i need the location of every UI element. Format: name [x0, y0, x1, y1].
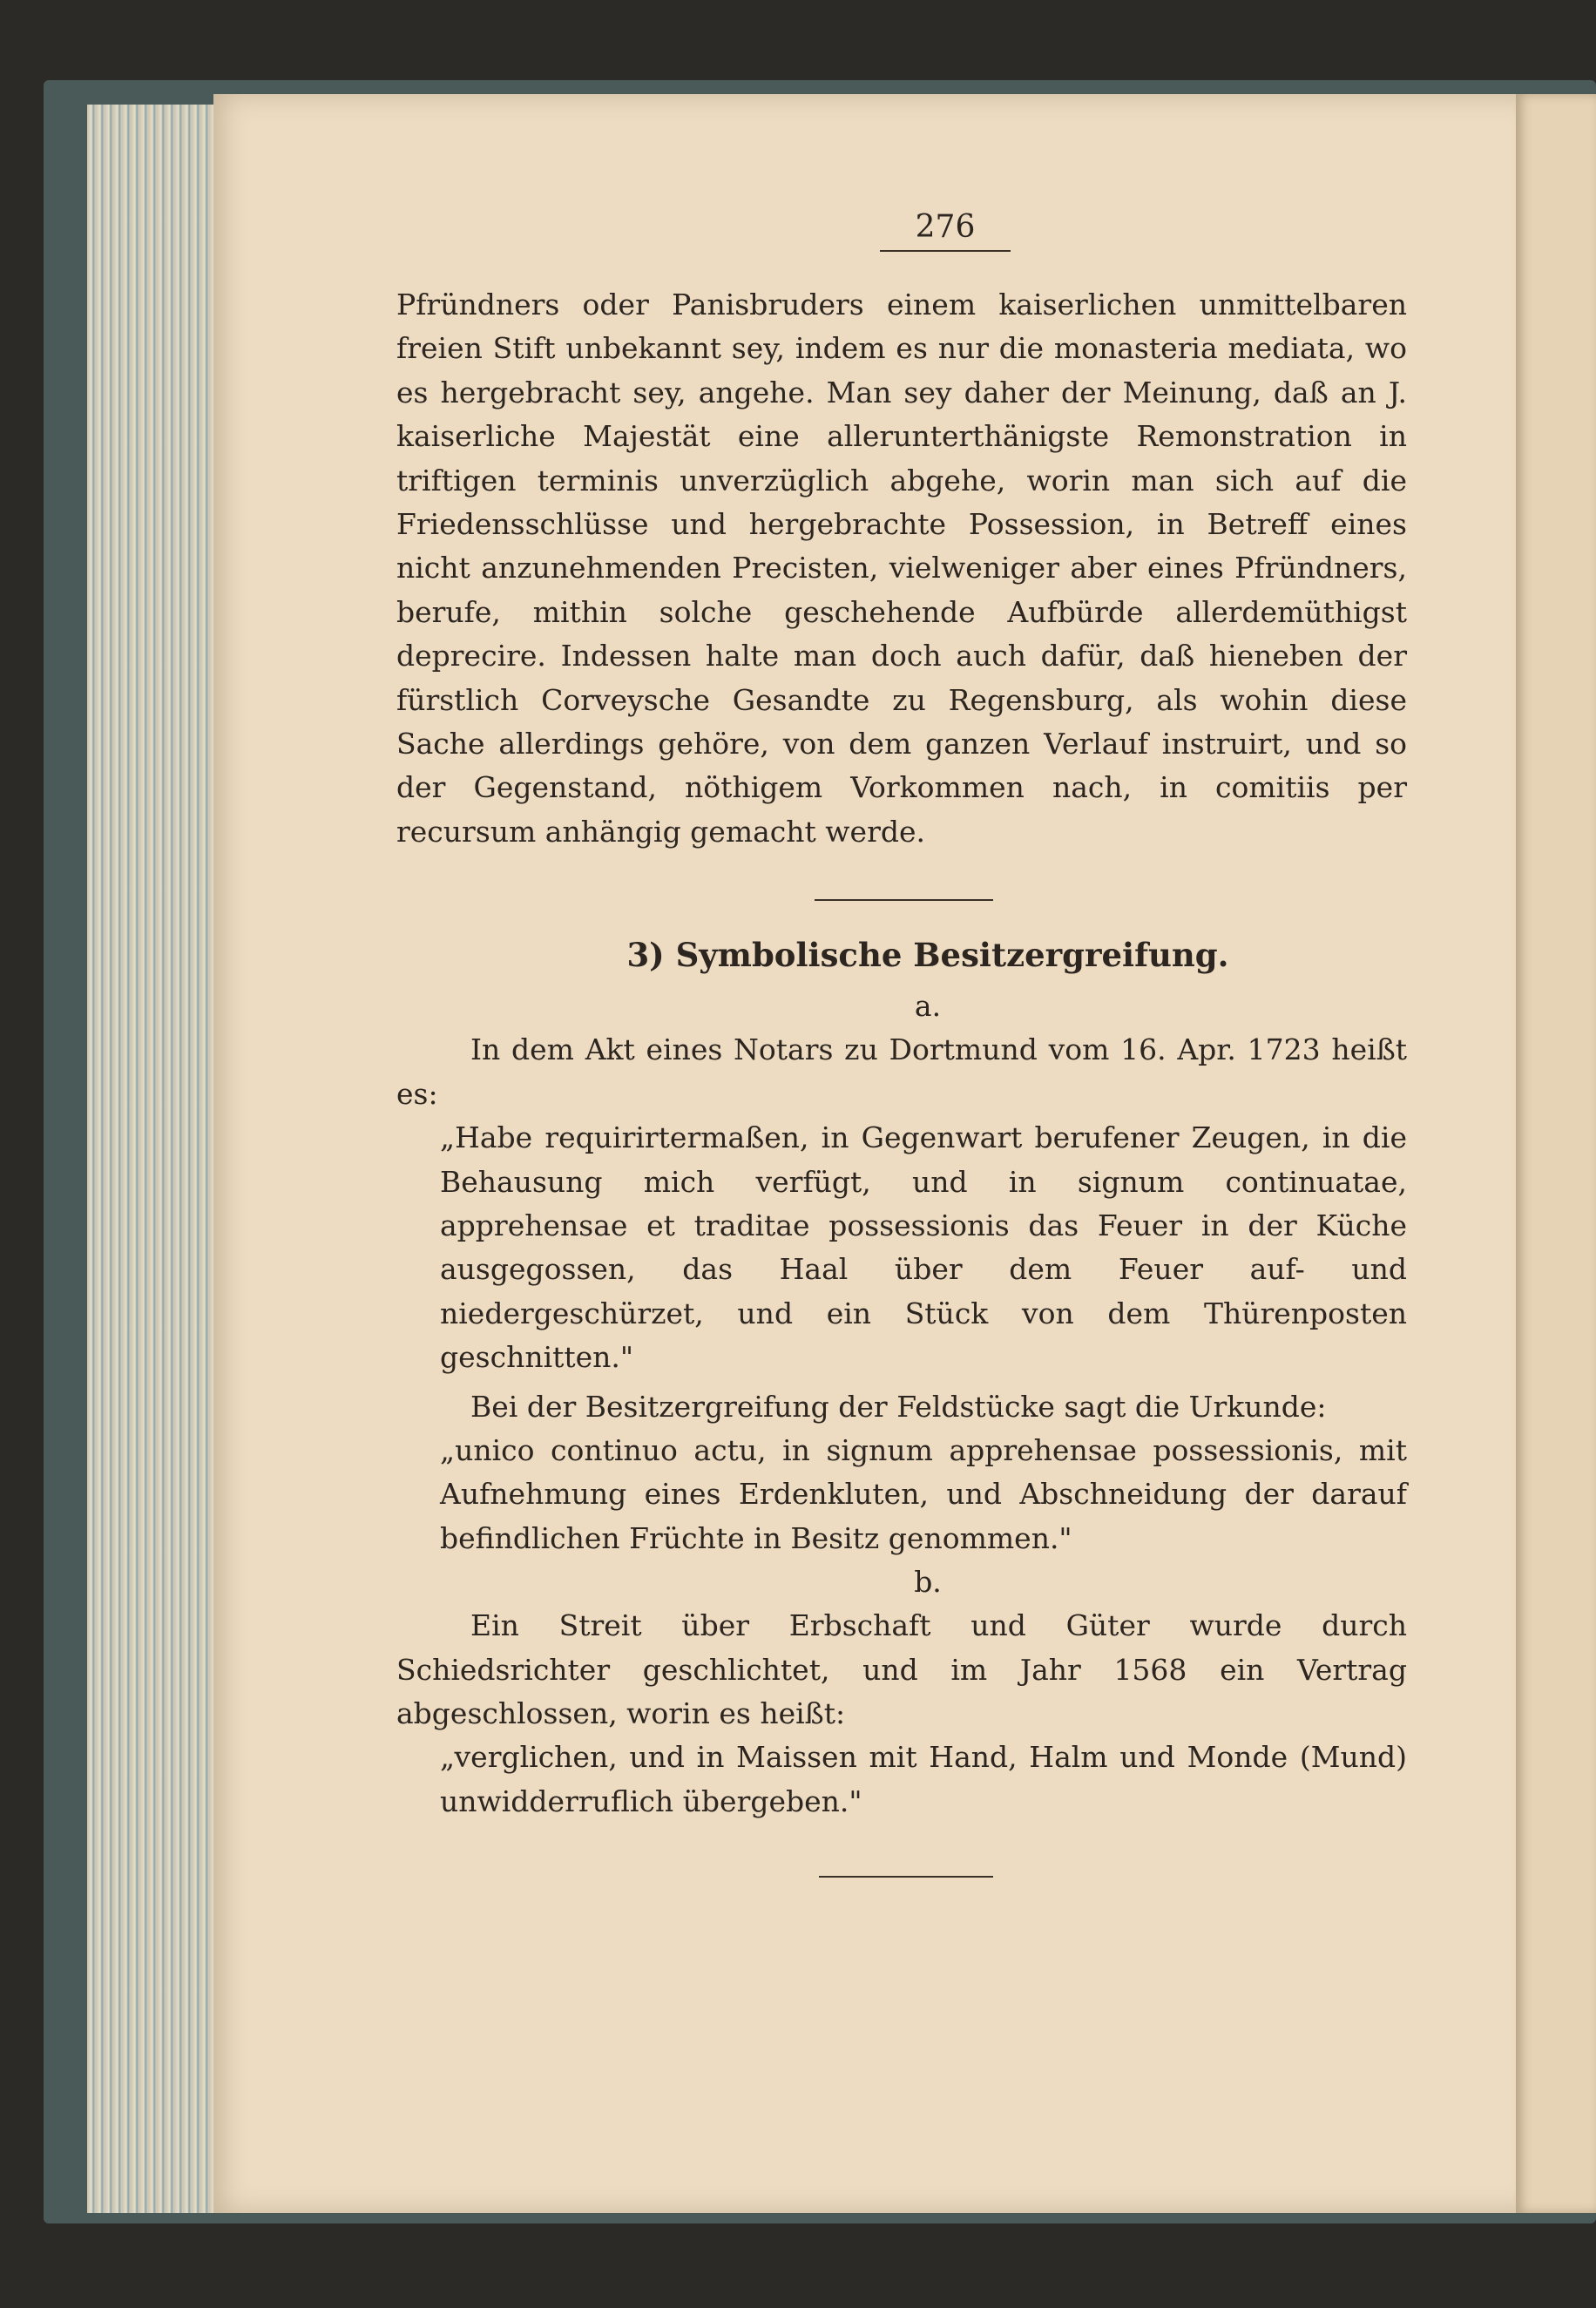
end-divider — [819, 1876, 993, 1878]
page-text — [396, 209, 1407, 1878]
facing-page-edge — [1516, 94, 1596, 2213]
paragraph-a-intro: In dem Akt eines Notars zu Dortmund vom 16. Apr. 1723 heißt es: — [396, 1032, 1407, 1111]
section-title: 3) Symbolische Besitzergreifung. — [626, 936, 1229, 975]
paragraph-b: Ein Streit über Erbschaft und Güter wurde durch Schiedsrichter geschlichtet, und im Jahr 1568 ein Vertrag abgeschlossen, worin es heißt: — [396, 1608, 1407, 1730]
subsection-label-b: b. — [914, 1565, 942, 1600]
page-number: 276 — [484, 209, 1407, 252]
paragraph-a-second: Bei der Besitzergreifung der Feldstücke sagt die Urkunde: — [470, 1389, 1327, 1424]
quote-a1: „Habe requirirtermaßen, in Gegenwart berufener Zeugen, in die Behausung mich verfügt, und in signum continuatae, apprehensae et traditae possessionis das Feuer in der Küche ausgegossen, das Haal über dem Feuer auf- und niedergeschürzet, und ein Stück von dem Thürenposten geschnitten." — [440, 1120, 1407, 1375]
quote-b: „verglichen, und in Maissen mit Hand, Halm und Monde (Mund) unwidderruflich übergeben." — [440, 1740, 1407, 1818]
quote-a2: „unico continuo actu, in signum apprehensae possessionis, mit Aufnehmung eines Erdenkluten, und Abschneidung der darauf befindlichen Früchte in Besitz genommen." — [440, 1432, 1407, 1555]
subsection-label-a: a. — [914, 989, 942, 1024]
paragraph-continuation: Pfründners oder Panisbruders einem kaiserlichen unmittelbaren freien Stift unbekannt sey, indem es nur die monasteria mediata, wo es hergebracht sey, angehe. Man sey daher der Meinung, daß an J. kaiserliche Majestät eine allerunterthänigste Remonstration in triftigen terminis unverzüglich abgehe, worin man sich auf die Friedensschlüsse und hergebrachte Possession, in Betreff eines nicht anzunehmenden Precisten, vielweniger aber eines Pfründners, berufe, mithin solche geschehende Aufbürde allerdemüthigst deprecire. Indessen halte man doch auch dafür, daß hieneben der fürstlich Corveysche Gesandte zu Regensburg, als wohin diese Sache allerdings gehöre, von dem ganzen Verlauf instruirt, und so der Gegenstand, nöthigem Vorkommen nach, in comitiis per recursum anhängig gemacht werde. — [396, 288, 1407, 849]
